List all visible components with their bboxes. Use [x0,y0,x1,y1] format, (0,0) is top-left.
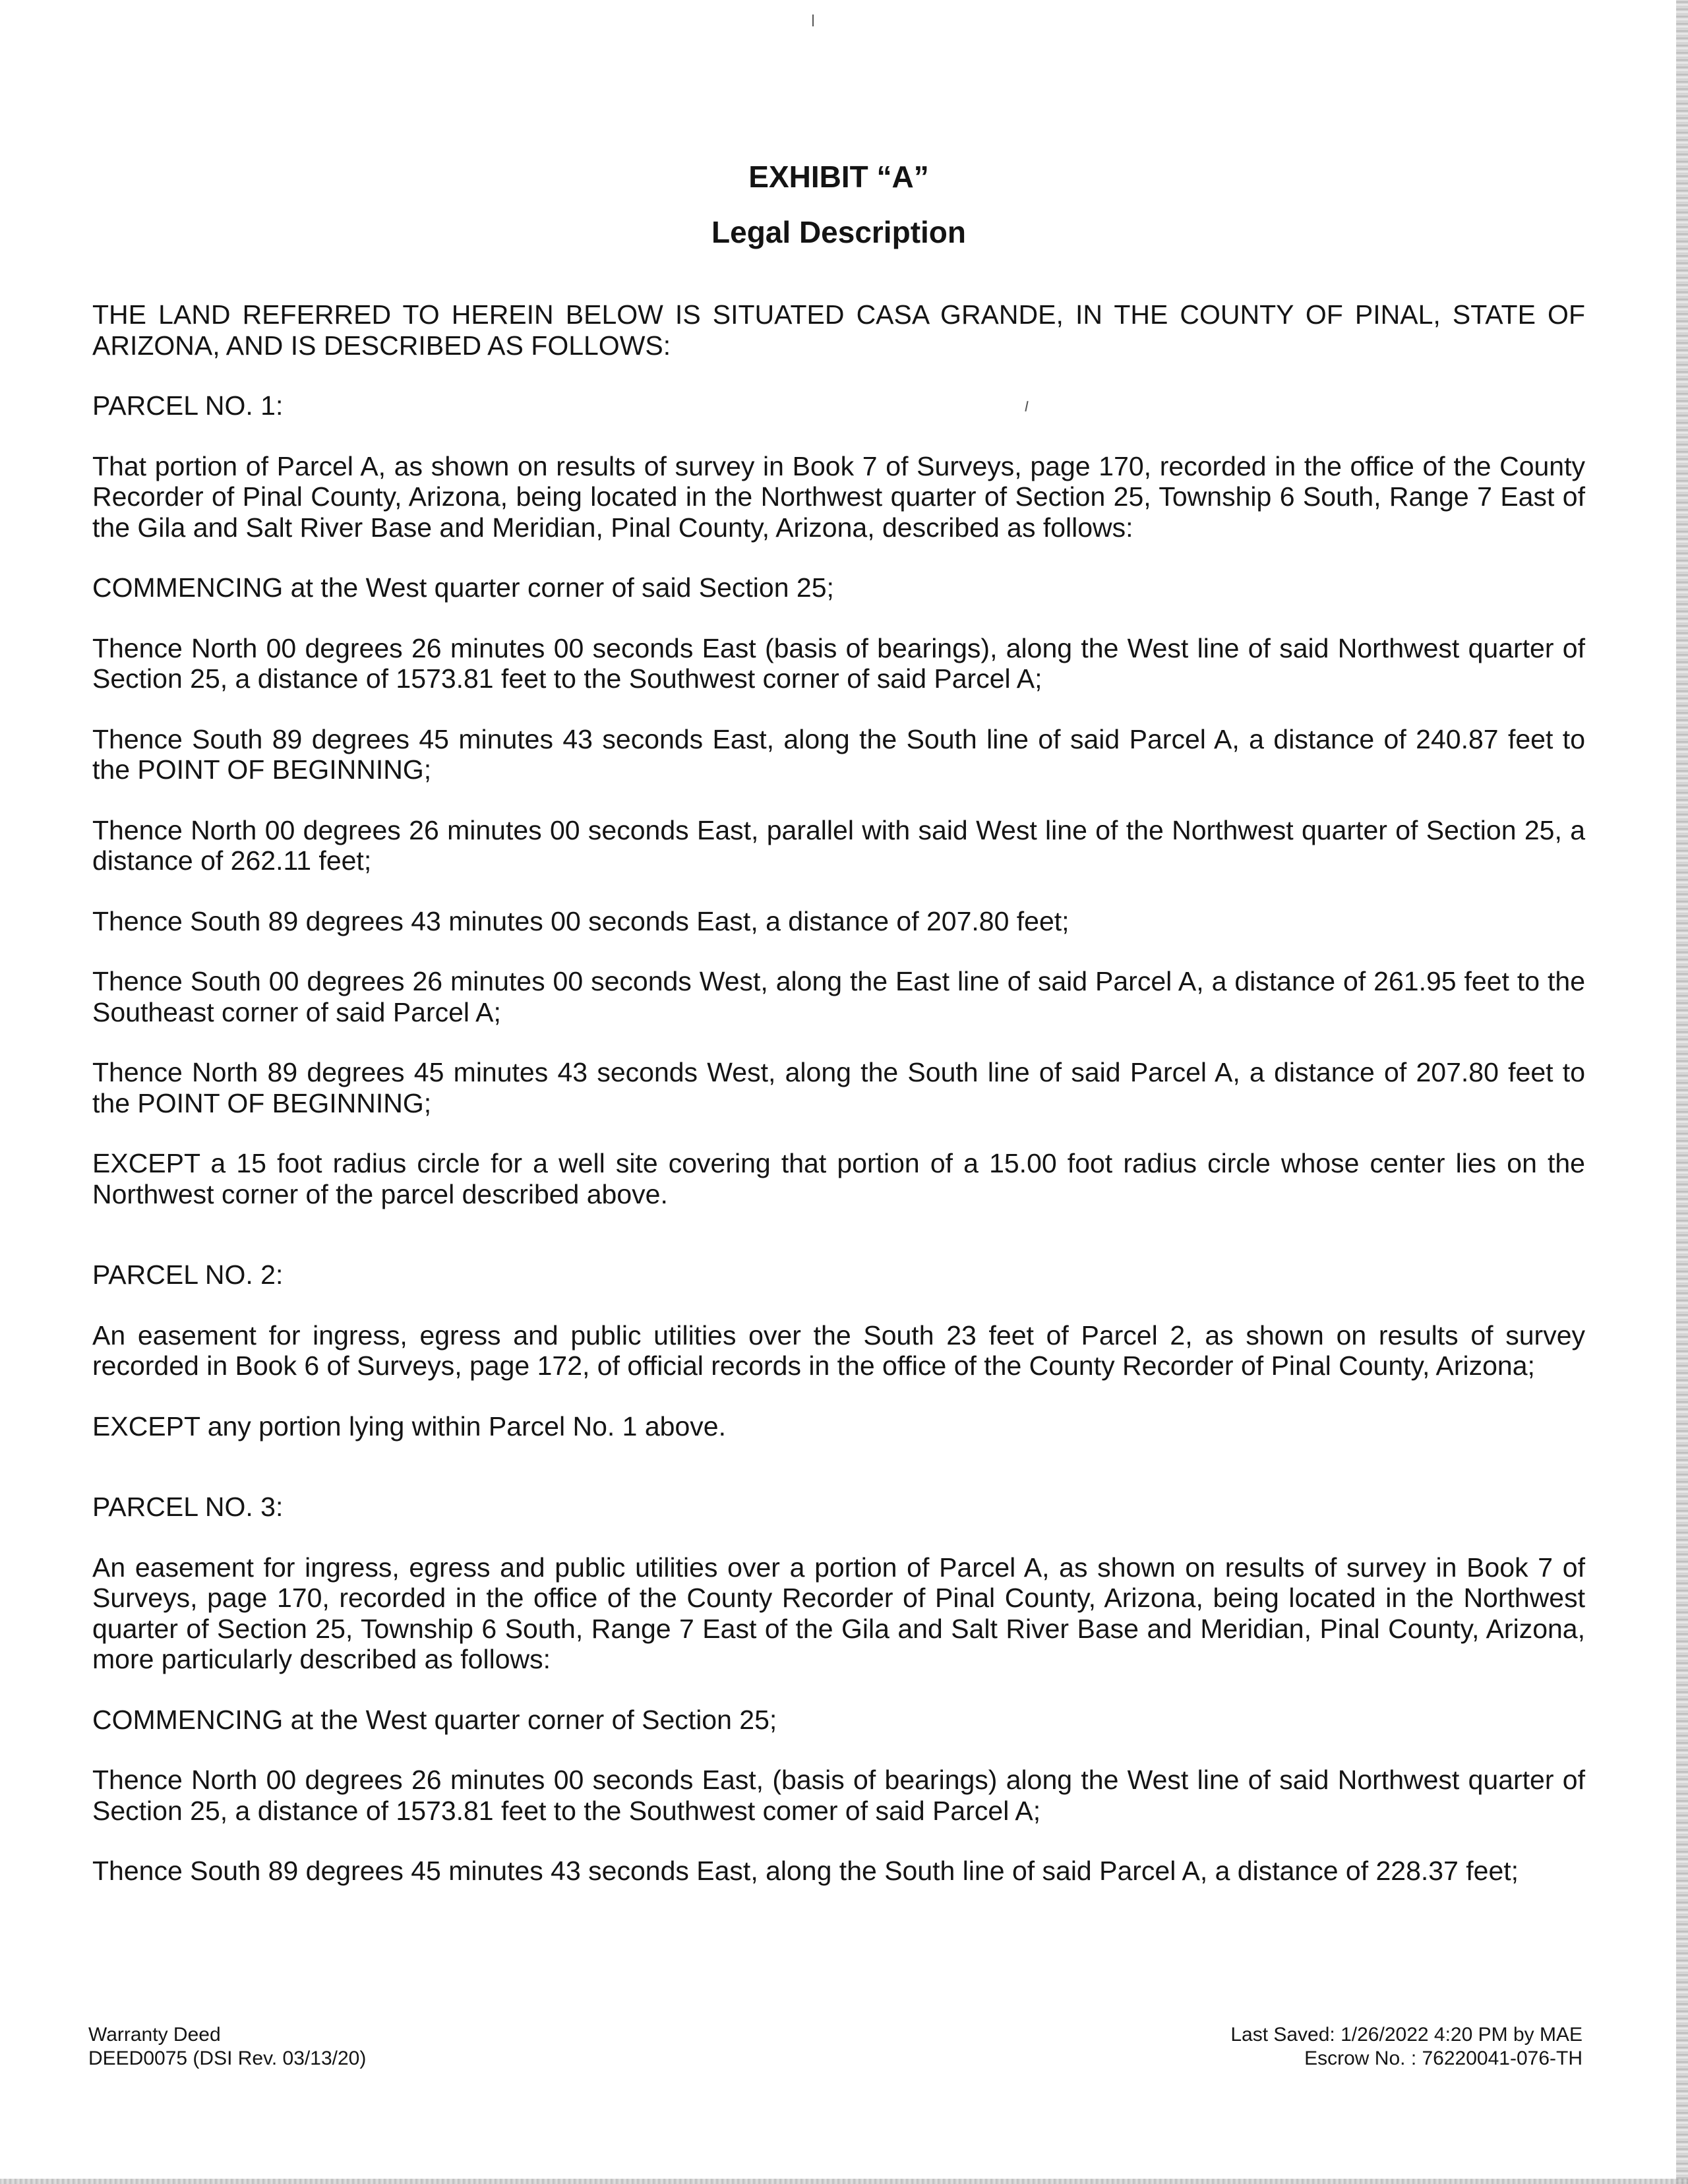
parcel-1-heading: PARCEL NO. 1: [92,390,284,421]
parcel-3-paragraph: Thence North 00 degrees 26 minutes 00 seconds East, (basis of bearings) along the West line of said Northwest quarter of Section 25, a distance of 1573.81 feet to the Southwest comer of said Parcel A; [92,1765,1585,1826]
scan-speck [812,15,814,26]
parcel-1-paragraph: That portion of Parcel A, as shown on results of survey in Book 7 of Surveys, page 170, recorded in the office of the County Recorder of Pinal County, Arizona, being located in the Northwest quarter of Section 25, Township 6 South, Range 7 East of the Gila and Salt River Base and Meridian, Pinal County, Arizona, described as follows: [92,450,1585,543]
form-revision: DEED0075 (DSI Rev. 03/13/20) [88,2048,367,2069]
parcel-3-paragraph: COMMENCING at the West quarter corner of Section 25; [92,1704,777,1735]
page-subtitle: Legal Description [711,215,966,249]
parcel-1-paragraph: Thence North 89 degrees 45 minutes 43 seconds West, along the South line of said Parcel A, a distance of 207.80 feet to the POINT OF BEGINNING; [92,1057,1585,1118]
parcel-1-paragraph: Thence South 00 degrees 26 minutes 00 seconds West, along the East line of said Parcel A, a distance of 261.95 feet to the Southeast corner of said Parcel A; [92,966,1585,1027]
parcel-1-paragraph: Thence South 89 degrees 43 minutes 00 seconds East, a distance of 207.80 feet; [92,905,1070,936]
scan-edge-bottom [0,2179,1688,2184]
parcel-3-heading: PARCEL NO. 3: [92,1492,284,1522]
legal-description-body [92,299,1585,1916]
parcel-3-paragraph: An easement for ingress, egress and public utilities over a portion of Parcel A, as shown on results of survey in Book 7 of Surveys, page 170, recorded in the office of the County Recorder of Pinal County, Arizona, being located in the Northwest quarter of Section 25, Township 6 South, Range 7 East of the Gila and Salt River Base and Meridian, Pinal County, Arizona, more particularly described as follows: [92,1552,1585,1674]
last-saved: Last Saved: 1/26/2022 4:20 PM by MAE [1230,2024,1582,2046]
parcel-2-heading: PARCEL NO. 2: [92,1259,284,1290]
parcel-2-paragraph: EXCEPT any portion lying within Parcel No. 1 above. [92,1410,726,1441]
parcel-1-paragraph: EXCEPT a 15 foot radius circle for a well site covering that portion of a 15.00 foot radius circle whose center lies on the Northwest corner of the parcel described above. [92,1148,1585,1209]
scan-edge-right [1676,0,1688,2184]
intro-paragraph: THE LAND REFERRED TO HEREIN BELOW IS SITUATED CASA GRANDE, IN THE COUNTY OF PINAL, STATE OF ARIZONA, AND IS DESCRIBED AS FOLLOWS: [92,299,1585,361]
parcel-1-paragraph: COMMENCING at the West quarter corner of said Section 25; [92,572,834,603]
parcel-1-paragraph: Thence South 89 degrees 45 minutes 43 seconds East, along the South line of said Parcel A, a distance of 240.87 feet to the POINT OF BEGINNING; [92,723,1585,785]
page-title: EXHIBIT “A” [748,160,929,194]
footer-right [1230,2023,1582,2071]
form-name: Warranty Deed [88,2024,221,2046]
footer-left [88,2023,366,2071]
parcel-3-paragraph: Thence South 89 degrees 45 minutes 43 seconds East, along the South line of said Parcel A, a distance of 228.37 feet; [92,1856,1519,1886]
parcel-1-paragraph: Thence North 00 degrees 26 minutes 00 seconds East (basis of bearings), along the West line of said Northwest quarter of Section 25, a distance of 1573.81 feet to the Southwest corner of said Parcel A; [92,632,1585,694]
escrow-number: Escrow No. : 76220041-076-TH [1304,2048,1582,2069]
parcel-2-paragraph: An easement for ingress, egress and public utilities over the South 23 feet of Parcel 2, as shown on results of survey recorded in Book 6 of Surveys, page 172, of official records in the office of the County Recorder of Pinal County, Arizona; [92,1320,1585,1381]
parcel-1-paragraph: Thence North 00 degrees 26 minutes 00 seconds East, parallel with said West line of the Northwest quarter of Section 25, a distance of 262.11 feet; [92,814,1585,876]
